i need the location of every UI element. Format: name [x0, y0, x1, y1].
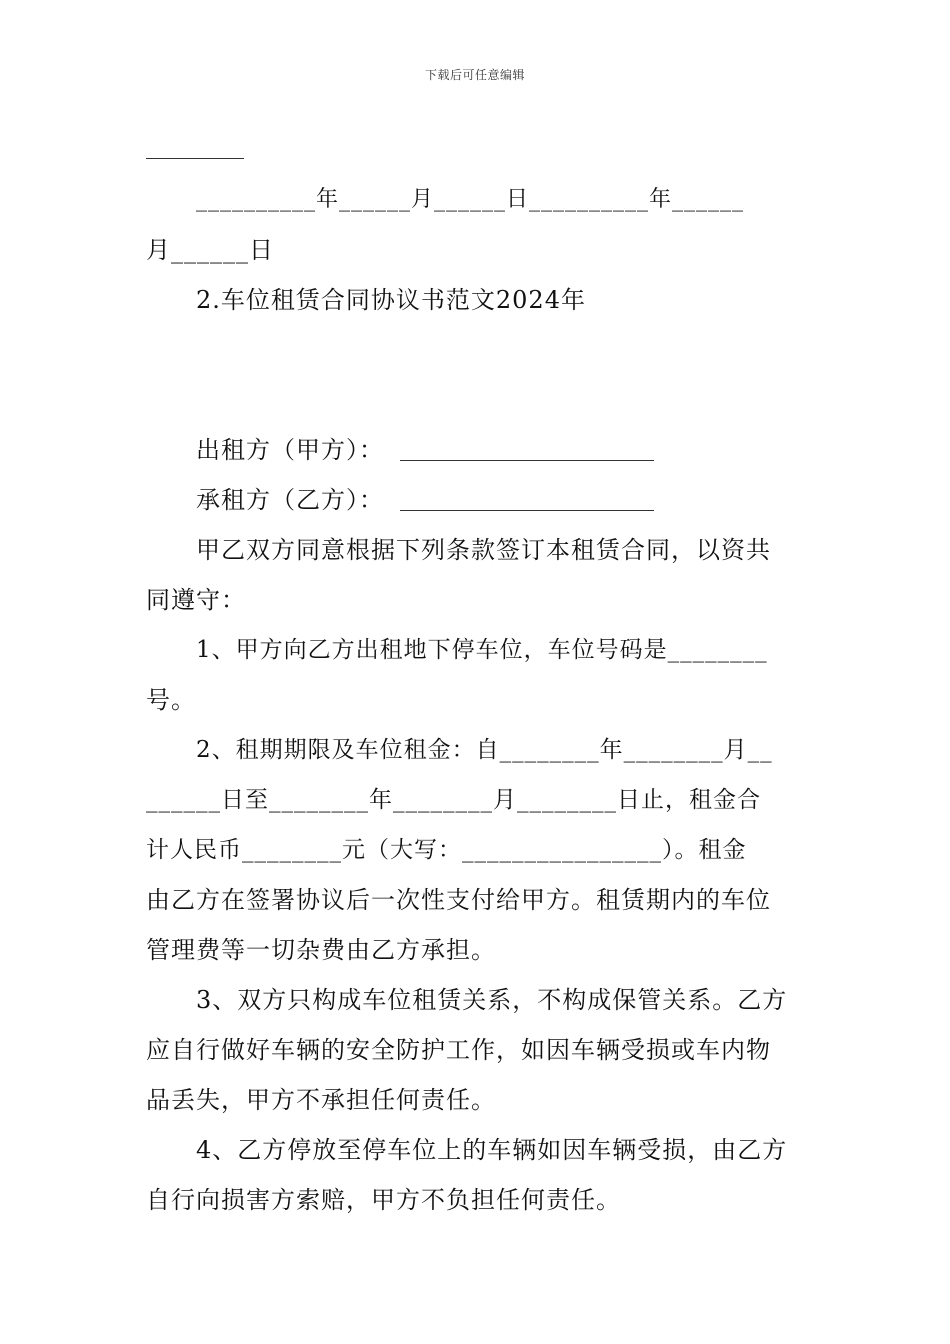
clause-3-cont-2: 品丢失，甲方不承担任何责任。 — [146, 1086, 496, 1114]
lessee-label: 承租方（乙方）： — [196, 486, 384, 514]
clause-2-cont-1: ______日至________年________月________日止，租金合 — [146, 787, 761, 813]
lessee-blank — [400, 510, 654, 511]
page-header-note: 下载后可任意编辑 — [424, 68, 525, 82]
clause-2: 2、租期期限及车位租金：自________年________月__ — [196, 737, 773, 763]
clause-3: 3、双方只构成车位租赁关系，不构成保管关系。乙方 — [196, 986, 788, 1014]
clause-1: 1、甲方向乙方出租地下停车位，车位号码是________ — [196, 637, 768, 663]
clause-2-cont-4: 管理费等一切杂费由乙方承担。 — [146, 936, 496, 964]
paragraph-intro-cont: 同遵守： — [146, 586, 246, 614]
clause-2-cont-2: 计人民币________元（大写：________________）。租金 — [146, 837, 747, 863]
clause-2-cont-3: 由乙方在签署协议后一次性支付给甲方。租赁期内的车位 — [146, 886, 771, 914]
date-range-line-cont: 月______日 — [146, 236, 274, 264]
section-title: 2.车位租赁合同协议书范文2024年 — [196, 286, 586, 314]
leading-blank-line — [146, 158, 244, 159]
lessor-label: 出租方（甲方）： — [196, 436, 384, 464]
clause-4: 4、乙方停放至停车位上的车辆如因车辆受损，由乙方 — [196, 1136, 788, 1164]
clause-1-cont: 号。 — [146, 686, 196, 714]
paragraph-intro: 甲乙双方同意根据下列条款签订本租赁合同，以资共 — [196, 536, 771, 564]
clause-3-cont-1: 应自行做好车辆的安全防护工作，如因车辆受损或车内物 — [146, 1036, 771, 1064]
clause-4-cont: 自行向损害方索赔，甲方不负担任何责任。 — [146, 1186, 621, 1214]
date-range-line: __________年______月______日__________年______ — [196, 187, 745, 212]
lessor-blank — [400, 460, 654, 461]
